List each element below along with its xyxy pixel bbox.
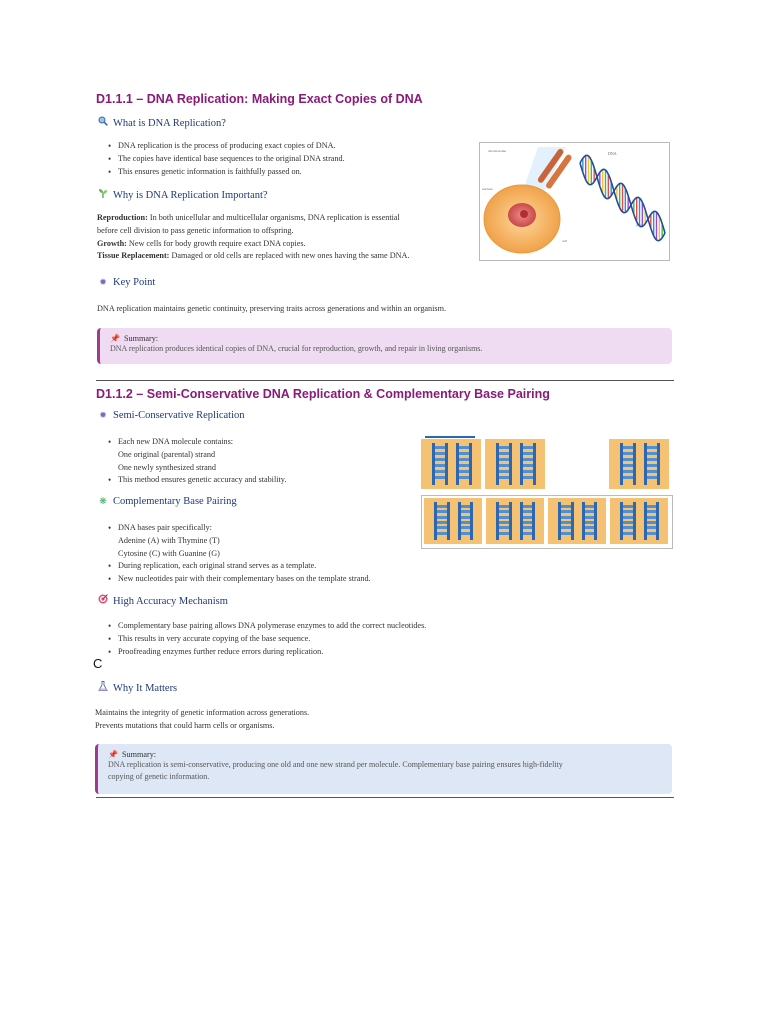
pairing-heading <box>97 496 237 507</box>
base-pair-rung <box>437 532 447 535</box>
base-pair-rung <box>499 446 509 449</box>
base-pair-rung <box>585 521 595 524</box>
base-pair-rung <box>585 510 595 513</box>
list-item: • This method ensures genetic accuracy and stability. <box>99 474 419 487</box>
replication-diagram-top <box>421 437 671 489</box>
base-pair-rung <box>461 516 471 519</box>
base-pair-rung <box>437 505 447 508</box>
list-item: Adenine (A) with Thymine (T) <box>118 535 220 545</box>
matters-line: Maintains the integrity of genetic information across generations. <box>95 708 310 717</box>
base-pair-rung <box>435 476 445 479</box>
base-pair-rung <box>461 532 471 535</box>
list-item: • New nucleotides pair with their complementary bases on the template strand. <box>99 573 459 586</box>
base-pair-rung <box>647 521 657 524</box>
base-pair-rung <box>523 470 533 473</box>
diagram-accent-line <box>425 436 475 438</box>
what-heading-text: What is DNA Replication? <box>113 118 226 129</box>
base-pair-rung <box>623 526 633 529</box>
semi-list <box>99 436 419 487</box>
base-pair-rung <box>459 446 469 449</box>
base-pair-rung <box>523 510 533 513</box>
summary-text-line: copying of genetic information. <box>108 772 210 781</box>
dna-strand <box>594 502 597 540</box>
base-pair-rung <box>435 452 445 455</box>
base-pair-rung <box>585 505 595 508</box>
dna-strand <box>509 502 512 540</box>
dna-strand <box>571 502 574 540</box>
base-pair-rung <box>523 446 533 449</box>
key-heading <box>97 277 155 288</box>
base-pair-rung <box>647 476 657 479</box>
base-pair-rung <box>523 476 533 479</box>
dna-strand <box>509 443 512 485</box>
base-pair-rung <box>623 532 633 535</box>
base-pair-rung <box>523 521 533 524</box>
dna-strand <box>533 443 536 485</box>
base-pair-rung <box>523 532 533 535</box>
list-item: • Each new DNA molecule contains: <box>99 436 419 449</box>
summary-box-1 <box>97 328 672 364</box>
base-pair-rung <box>523 452 533 455</box>
dna-panel <box>548 498 606 544</box>
list-item: • DNA replication is the process of producing exact copies of DNA. <box>99 140 459 153</box>
why-line: before cell division to pass genetic information to offspring. <box>97 225 294 235</box>
dna-panel <box>610 498 668 544</box>
dna-panel <box>609 439 669 489</box>
base-pair-rung <box>647 505 657 508</box>
base-pair-rung <box>623 516 633 519</box>
dna-strand <box>470 502 473 540</box>
base-pair-rung <box>499 510 509 513</box>
list-item: • DNA bases pair specifically: <box>99 522 459 535</box>
dna-strand <box>445 443 448 485</box>
genes-label: genes <box>636 223 644 227</box>
base-pair-rung <box>561 510 571 513</box>
base-pair-rung <box>499 521 509 524</box>
dna-strand <box>633 443 636 485</box>
list-item: One newly synthesized strand <box>118 462 216 472</box>
pairing-heading-text: Complementary Base Pairing <box>113 496 237 507</box>
base-pair-rung <box>623 505 633 508</box>
why-heading <box>97 188 268 201</box>
why-paragraph <box>97 212 477 263</box>
base-pair-rung <box>647 458 657 461</box>
base-pair-rung <box>623 476 633 479</box>
section2-title: D1.1.2 – Semi-Conservative DNA Replication & Complementary Base Pairing <box>96 387 550 401</box>
chromosome-label: chromosome <box>488 149 507 153</box>
base-pair-rung <box>461 526 471 529</box>
base-pair-rung <box>499 470 509 473</box>
matters-text <box>95 707 495 733</box>
base-pair-rung <box>561 526 571 529</box>
base-pair-rung <box>585 526 595 529</box>
base-pair-rung <box>437 516 447 519</box>
why-line: Tissue Replacement: Damaged or old cells are replaced with new ones having the same DNA. <box>97 251 410 261</box>
base-pair-rung <box>499 516 509 519</box>
dna-strand <box>656 502 659 540</box>
what-heading <box>97 116 226 129</box>
pushpin-icon: 📌 <box>110 334 120 343</box>
why-line: Growth: New cells for body growth require exact DNA copies. <box>97 238 306 248</box>
dna-strand <box>469 443 472 485</box>
list-item: • This ensures genetic information is faithfully passed on. <box>99 166 459 179</box>
list-item: One original (parental) strand <box>118 449 216 459</box>
sprout-icon <box>97 188 109 200</box>
base-pair-rung <box>435 470 445 473</box>
base-pair-rung <box>523 505 533 508</box>
base-pair-rung <box>647 464 657 467</box>
matters-heading <box>97 681 177 694</box>
base-pair-rung <box>437 526 447 529</box>
dna-panel <box>486 498 544 544</box>
base-pair-rung <box>623 510 633 513</box>
magnifier-icon <box>97 116 109 128</box>
list-item: • During replication, each original strand serves as a template. <box>99 560 459 573</box>
matters-line: Prevents mutations that could harm cells or organisms. <box>95 720 275 730</box>
base-pair-rung <box>623 470 633 473</box>
base-pair-rung <box>499 476 509 479</box>
base-pair-rung <box>499 526 509 529</box>
cell-dna-illustration <box>480 143 669 260</box>
list-item: • Proofreading enzymes further reduce errors during replication. <box>99 646 559 659</box>
list-item: • Complementary base pairing allows DNA polymerase enzymes to add the correct nucleotides. <box>99 620 559 633</box>
base-pair-rung <box>647 516 657 519</box>
base-pair-rung <box>523 516 533 519</box>
dna-strand <box>633 502 636 540</box>
dna-strand <box>447 502 450 540</box>
base-pair-rung <box>499 532 509 535</box>
base-pair-rung <box>647 452 657 455</box>
base-pair-rung <box>461 510 471 513</box>
base-pair-rung <box>459 458 469 461</box>
section1-title: D1.1.1 – DNA Replication: Making Exact Copies of DNA <box>96 92 423 106</box>
pushpin-icon: 📌 <box>108 750 118 759</box>
base-pair-rung <box>647 526 657 529</box>
base-pair-rung <box>623 521 633 524</box>
summary-text-line: DNA replication is semi-conservative, producing one old and one new strand per molecule. Complementary base pairing ensures high-fidelity <box>108 760 563 769</box>
list-item: • This results in very accurate copying of the base sequence. <box>99 633 559 646</box>
base-pair-rung <box>623 464 633 467</box>
accuracy-list <box>99 620 559 658</box>
base-pair-rung <box>623 446 633 449</box>
base-pair-rung <box>499 505 509 508</box>
base-pair-rung <box>437 521 447 524</box>
base-pair-rung <box>647 470 657 473</box>
dna-panel <box>485 439 545 489</box>
dna-cell-figure <box>479 142 670 261</box>
why-line: Reproduction: In both unicellular and multicellular organisms, DNA replication is essential <box>97 213 400 222</box>
base-pair-rung <box>459 470 469 473</box>
list-item: • The copies have identical base sequences to the original DNA strand. <box>99 153 459 166</box>
summary-box-2 <box>95 744 672 794</box>
sparkle-icon: ✹ <box>99 410 107 420</box>
base-pair-rung <box>561 516 571 519</box>
dna-panel <box>421 439 481 489</box>
base-pair-rung <box>459 476 469 479</box>
what-bullets <box>99 140 459 178</box>
summary-heading: 📌 Summary: <box>110 334 159 343</box>
list-item: Cytosine (C) with Guanine (G) <box>118 548 220 558</box>
base-pair-rung <box>461 505 471 508</box>
section-divider <box>96 380 674 381</box>
sparkle-icon: ✹ <box>99 277 107 287</box>
why-heading-text: Why is DNA Replication Important? <box>113 190 268 201</box>
base-pair-rung <box>437 510 447 513</box>
flask-icon <box>97 681 109 693</box>
base-pair-rung <box>499 458 509 461</box>
base-pair-rung <box>523 526 533 529</box>
asterisk-icon: ❋ <box>99 496 107 506</box>
base-pair-rung <box>561 532 571 535</box>
section-divider <box>96 797 674 798</box>
replication-diagram-bottom <box>421 495 673 549</box>
base-pair-rung <box>647 510 657 513</box>
base-pair-rung <box>435 458 445 461</box>
base-pair-rung <box>523 458 533 461</box>
base-pair-rung <box>523 464 533 467</box>
base-pair-rung <box>459 464 469 467</box>
key-point-text: DNA replication maintains genetic continuity, preserving traits across generations and within an organism. <box>97 304 447 313</box>
base-pair-rung <box>461 521 471 524</box>
base-pair-rung <box>585 516 595 519</box>
pairing-list <box>99 522 459 586</box>
matters-heading-text: Why It Matters <box>113 683 178 694</box>
base-pair-rung <box>585 532 595 535</box>
base-pair-rung <box>499 452 509 455</box>
key-heading-text: Key Point <box>113 277 156 288</box>
accuracy-heading-text: High Accuracy Mechanism <box>113 596 228 607</box>
base-pair-rung <box>435 446 445 449</box>
base-pair-rung <box>647 446 657 449</box>
base-pair-rung <box>459 452 469 455</box>
base-pair-rung <box>647 532 657 535</box>
nucleus-label: nucleus <box>482 187 493 191</box>
dna-panel <box>424 498 482 544</box>
base-pair-rung <box>561 505 571 508</box>
summary-heading: 📌 Summary: <box>108 750 157 759</box>
base-pair-rung <box>561 521 571 524</box>
semi-heading-text: Semi-Conservative Replication <box>113 410 245 421</box>
base-pair-rung <box>435 464 445 467</box>
summary-text: DNA replication produces identical copies of DNA, crucial for reproduction, growth, and repair in living organisms. <box>110 344 483 353</box>
dna-label: DNA <box>608 151 617 156</box>
cell-label: cell <box>562 239 568 243</box>
base-pair-rung <box>623 458 633 461</box>
accuracy-heading <box>97 594 228 607</box>
semi-heading <box>97 410 245 421</box>
base-pair-rung <box>499 464 509 467</box>
base-pair-rung <box>623 452 633 455</box>
dna-strand <box>657 443 660 485</box>
dna-strand <box>532 502 535 540</box>
target-icon <box>97 594 109 606</box>
stray-character: C <box>93 656 103 671</box>
